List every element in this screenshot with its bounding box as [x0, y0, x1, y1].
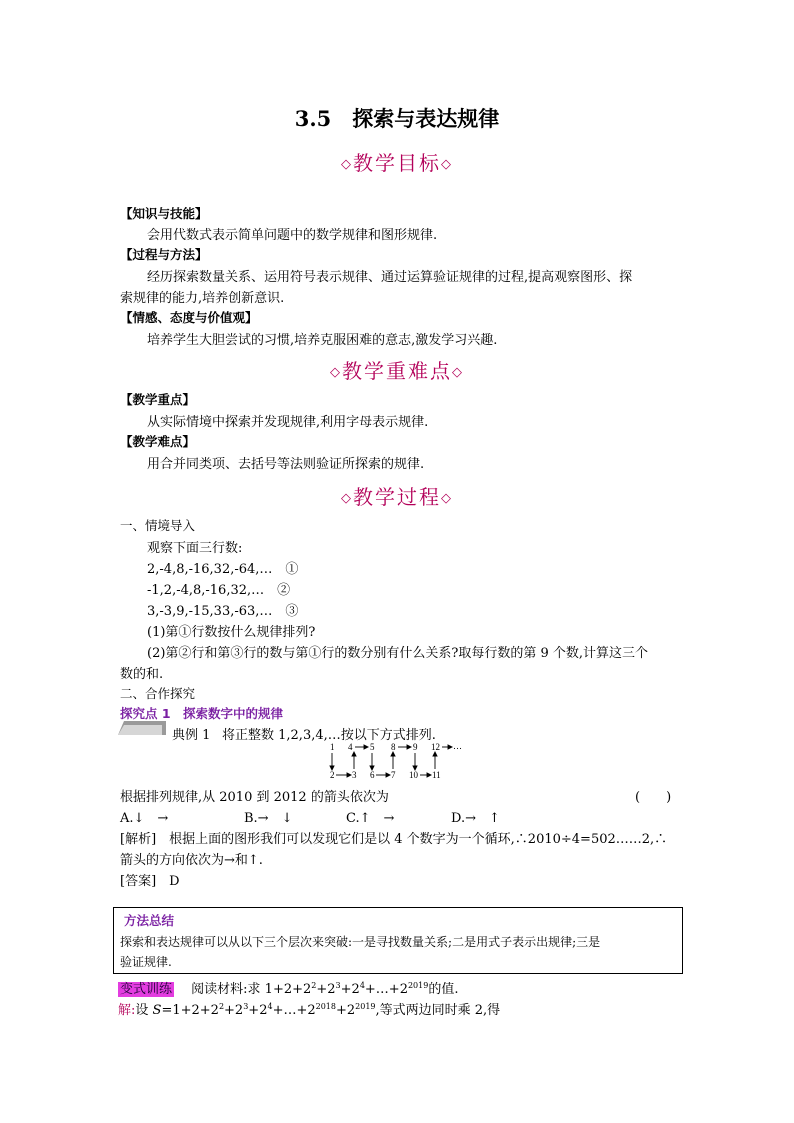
diamond-icon: ◇	[452, 365, 464, 380]
practice-line-1	[118, 978, 458, 997]
question-text: 根据排列规律,从 2010 到 2012 的箭头依次为	[120, 790, 389, 805]
process-method-text-1: 经历探索数量关系、运用符号表示规律、通过运算验证规律的过程,提高观察图形、探	[147, 270, 633, 285]
section-heading-process-text: 教学过程	[353, 485, 441, 509]
analysis-line-2: 箭头的方向依次为→和↑.	[120, 853, 263, 868]
practice-tag: 变式训练	[120, 982, 173, 997]
option-b: B.→ ↓	[244, 811, 293, 826]
process-method-text-2: 索规律的能力,培养创新意识.	[120, 291, 285, 306]
method-summary-title: 方法总结	[124, 913, 175, 928]
diagram-num-10: 10	[409, 770, 418, 780]
diagram-ellipsis: …	[453, 741, 462, 751]
section-heading-process	[0, 481, 794, 510]
answer-parentheses: ( )	[635, 790, 672, 805]
practice-text: 阅读材料:求 $1+2+2^2+2^3+2^4+\dots+2^{2019}$的值.	[178, 981, 459, 997]
diamond-icon: ◇	[441, 157, 453, 172]
example-label: 典例 1	[172, 728, 211, 743]
knowledge-label: 【知识与技能】	[120, 206, 208, 221]
practice-line-2	[118, 999, 500, 1018]
example-banner-icon	[118, 721, 166, 735]
number-row-1: 2,-4,8,-16,32,-64,… ①	[147, 562, 299, 577]
focus-text: 从实际情境中探索并发现规律,利用字母表示规律.	[147, 415, 429, 430]
explore-point-heading: 探究点 1 探索数字中的规律	[120, 706, 284, 721]
section-heading-goals	[0, 147, 794, 176]
diamond-icon: ◇	[341, 491, 353, 506]
part2-heading: 二、合作探究	[120, 686, 196, 701]
question-2-line-1: (2)第②行和第③行的数与第①行的数分别有什么关系?取每行数的第 9 个数,计算这三个	[147, 646, 649, 661]
option-c: C.↑ →	[346, 811, 395, 826]
diamond-icon: ◇	[341, 157, 353, 172]
diagram-num-5: 5	[370, 742, 375, 752]
section-heading-goals-text: 教学目标	[353, 151, 441, 175]
diagram-num-3: 3	[352, 770, 357, 780]
analysis-line-1: [解析] 根据上面的图形我们可以发现它们是以 4 个数字为一个循环,∴2010÷4=502……2,∴	[120, 832, 668, 847]
diagram-num-7: 7	[391, 770, 396, 780]
diamond-icon: ◇	[330, 365, 342, 380]
question-2-line-2: 数的和.	[120, 667, 164, 682]
diagram-num-2: 2	[330, 770, 335, 780]
diagram-num-6: 6	[370, 770, 375, 780]
number-row-2: -1,2,-4,8,-16,32,… ②	[147, 583, 291, 598]
emotion-label: 【情感、态度与价值观】	[120, 310, 258, 325]
example-text: 将正整数 1,2,3,4,…按以下方式排列.	[222, 728, 436, 743]
knowledge-text: 会用代数式表示简单问题中的数学规律和图形规律.	[147, 228, 438, 243]
answer-line: [答案] D	[120, 874, 180, 889]
diamond-icon: ◇	[441, 491, 453, 506]
diagram-num-12: 12	[431, 742, 440, 752]
focus-label: 【教学重点】	[120, 392, 196, 407]
section-heading-keypoints	[0, 355, 794, 384]
option-d: D.→ ↑	[451, 811, 500, 826]
method-summary-text-1: 探索和表达规律可以从以下三个层次来突破:一是寻找数量关系;二是用式子表示出规律;三是	[120, 935, 601, 949]
diagram-num-4: 4	[348, 742, 353, 752]
method-summary-box	[113, 907, 683, 974]
number-row-3: 3,-3,9,-15,33,-63,… ③	[147, 604, 299, 619]
question-1: (1)第①行数按什么规律排列?	[147, 625, 316, 640]
solution-label: 解:	[118, 1003, 136, 1018]
option-a: A.↓ →	[120, 811, 169, 826]
diagram-num-11: 11	[432, 770, 441, 780]
emotion-text: 培养学生大胆尝试的习惯,培养克服困难的意志,激发学习兴趣.	[147, 333, 498, 348]
diagram-num-1: 1	[330, 742, 335, 752]
observe-text: 观察下面三行数:	[147, 541, 243, 556]
diagram-num-9: 9	[413, 742, 418, 752]
process-method-label: 【过程与方法】	[120, 247, 208, 262]
difficulty-label: 【教学难点】	[120, 434, 196, 449]
difficulty-text: 用合并同类项、去括号等法则验证所探索的规律.	[147, 457, 425, 472]
method-summary-text-2: 验证规律.	[120, 955, 172, 969]
page-title: 3.5 探索与表达规律	[294, 106, 500, 131]
practice-line-2-text: 设 $S=1+2+2^2+2^3+2^4+\dots+2^{2018}+2^{2019}$,等式两边同时乘 2,得	[135, 1002, 501, 1018]
part1-heading: 一、情境导入	[120, 518, 196, 533]
diagram-num-8: 8	[391, 742, 396, 752]
section-heading-keypoints-text: 教学重难点	[342, 359, 452, 383]
number-arrow-diagram	[325, 741, 475, 781]
